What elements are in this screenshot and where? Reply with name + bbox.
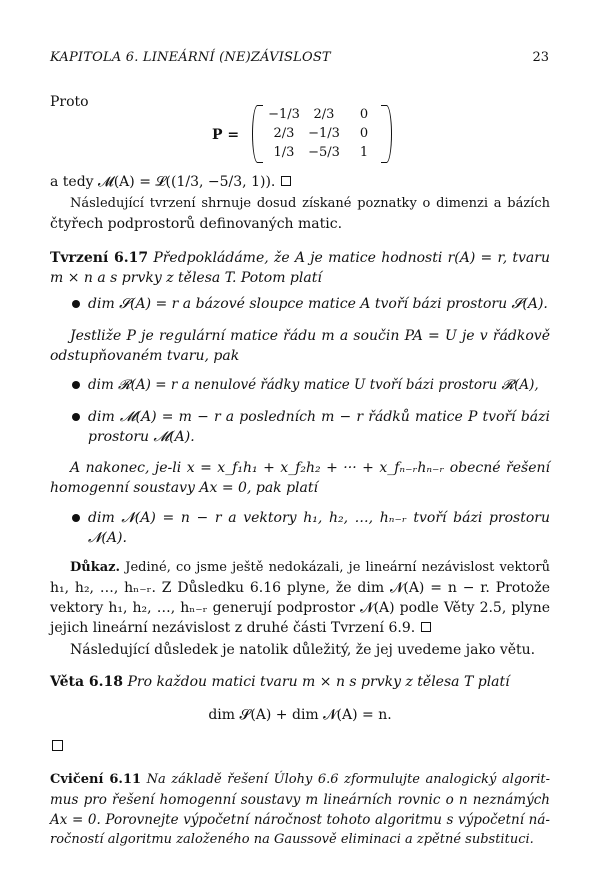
exercise-line2: mus pro řešení homogenní soustavy m lineárních rovnic o n neznámých [50, 792, 550, 808]
theorem-6-18-formula: dim 𝓢(A) + dim 𝓝(A) = n. [208, 707, 392, 723]
theorem-bullet-4-line2: 𝓝(A). [88, 530, 127, 546]
qed-square-icon [281, 176, 291, 186]
theorem-6-17-line2: m × n a s prvky z tělesa T. Potom platí [50, 270, 322, 286]
bullet-icon [72, 413, 80, 421]
proof-line1 [70, 558, 550, 578]
matrix-cell: 2/3 [273, 126, 295, 141]
exercise-text: Na základě řešení Úlohy 6.6 zformulujte analogický algorit- [146, 772, 551, 787]
exercise-line1 [50, 770, 550, 790]
theorem-end-2: homogenní soustavy Ax = 0, pak platí [50, 480, 318, 496]
theorem-6-17-line1 [50, 248, 550, 268]
theorem-bullet-1: dim 𝓢(A) = r a bázové sloupce matice A tvoří bázi prostoru 𝓢(A). [88, 296, 548, 312]
after-matrix-line [50, 172, 550, 192]
theorem-mid-2: odstupňovaném tvaru, pak [50, 348, 240, 364]
matrix-cell: −1/3 [268, 107, 300, 122]
after-matrix-text: a tedy 𝓜(A) = 𝓛((1/3, −5/3, 1)). [50, 174, 276, 190]
bullet-icon [72, 514, 80, 522]
proof-text: Jediné, co jsme ještě nedokázali, je lineární nezávislost vektorů [125, 560, 551, 575]
para2: Následující důsledek je natolik důležitý, že jej uvedeme jako větu. [70, 642, 536, 658]
left-paren [252, 105, 263, 163]
exercise-line4: ročností algoritmu založeného na Gaussově eliminaci a zpětné substituci. [50, 832, 534, 847]
theorem-bullet-3-line1: dim 𝓜(A) = m − r a posledních m − r řádků matice P tvoří bázi [88, 409, 550, 425]
matrix-cell: −5/3 [308, 145, 340, 160]
matrix-cell: 0 [359, 126, 369, 141]
page-number: 23 [532, 50, 549, 65]
matrix-cell: 1 [359, 145, 369, 160]
theorem-bullet-3-line2: prostoru 𝓜(A). [88, 429, 195, 445]
theorem-mid-1: Jestliže P je regulární matice řádu m a součin PA = U je v řádkově [70, 328, 550, 344]
theorem-6-18-line [50, 672, 550, 692]
qed-square-icon [421, 622, 431, 632]
qed-square-icon [52, 740, 63, 751]
matrix-cell: 1/3 [273, 145, 295, 160]
theorem-text: Předpokládáme, že A je matice hodnosti r(A) = r, tvaru [153, 250, 550, 266]
proof-line2: h₁, h₂, …, hₙ₋ᵣ. Z Důsledku 6.16 plyne, že dim 𝓝(A) = n − r. Protože [50, 580, 550, 596]
exercise-label: Cvičení 6.11 [50, 772, 142, 787]
para1-line2: čtyřech podprostorů definovaných matic. [50, 216, 343, 232]
matrix-cell: −1/3 [308, 126, 340, 141]
theorem-bullet-2: dim 𝓡(A) = r a nenulové řádky matice U tvoří bázi prostoru 𝓡(A), [88, 377, 539, 393]
bullet-icon [72, 300, 80, 308]
proof-line4: jejich lineární nezávislost z druhé části Tvrzení 6.9. [50, 620, 416, 636]
theorem-label: Tvrzení 6.17 [50, 250, 149, 266]
intro-word: Proto [50, 94, 89, 110]
running-head: KAPITOLA 6. LINEÁRNÍ (NE)ZÁVISLOST [50, 50, 331, 65]
theorem-6-18-text: Pro každou matici tvaru m × n s prvky z tělesa T platí [127, 674, 510, 690]
theorem-6-18-label: Věta 6.18 [50, 674, 123, 690]
matrix-cell: 2/3 [313, 107, 335, 122]
matrix-body [252, 105, 392, 165]
exercise-line3: Ax = 0. Porovnejte výpočetní náročnost tohoto algoritmu s výpočetní ná- [50, 812, 550, 828]
matrix-name: P = [212, 127, 240, 143]
proof-line3: vektory h₁, h₂, …, hₙ₋ᵣ generují podprostor 𝓝(A) podle Věty 2.5, plyne [50, 600, 550, 616]
bullet-icon [72, 381, 80, 389]
proof-line4-wrap [50, 618, 550, 638]
proof-label: Důkaz. [70, 560, 121, 575]
theorem-end-1: A nakonec, je-li x = x_f₁h₁ + x_f₂h₂ + ··· + x_fₙ₋ᵣhₙ₋ᵣ obecné řešení [70, 460, 550, 476]
theorem-bullet-4-line1: dim 𝓝(A) = n − r a vektory h₁, h₂, …, hₙ₋ᵣ tvoří bázi prostoru [88, 510, 550, 526]
para1-line1: Následující tvrzení shrnuje dosud získané poznatky o dimenzi a bázích [70, 196, 550, 211]
matrix-cell: 0 [359, 107, 369, 122]
